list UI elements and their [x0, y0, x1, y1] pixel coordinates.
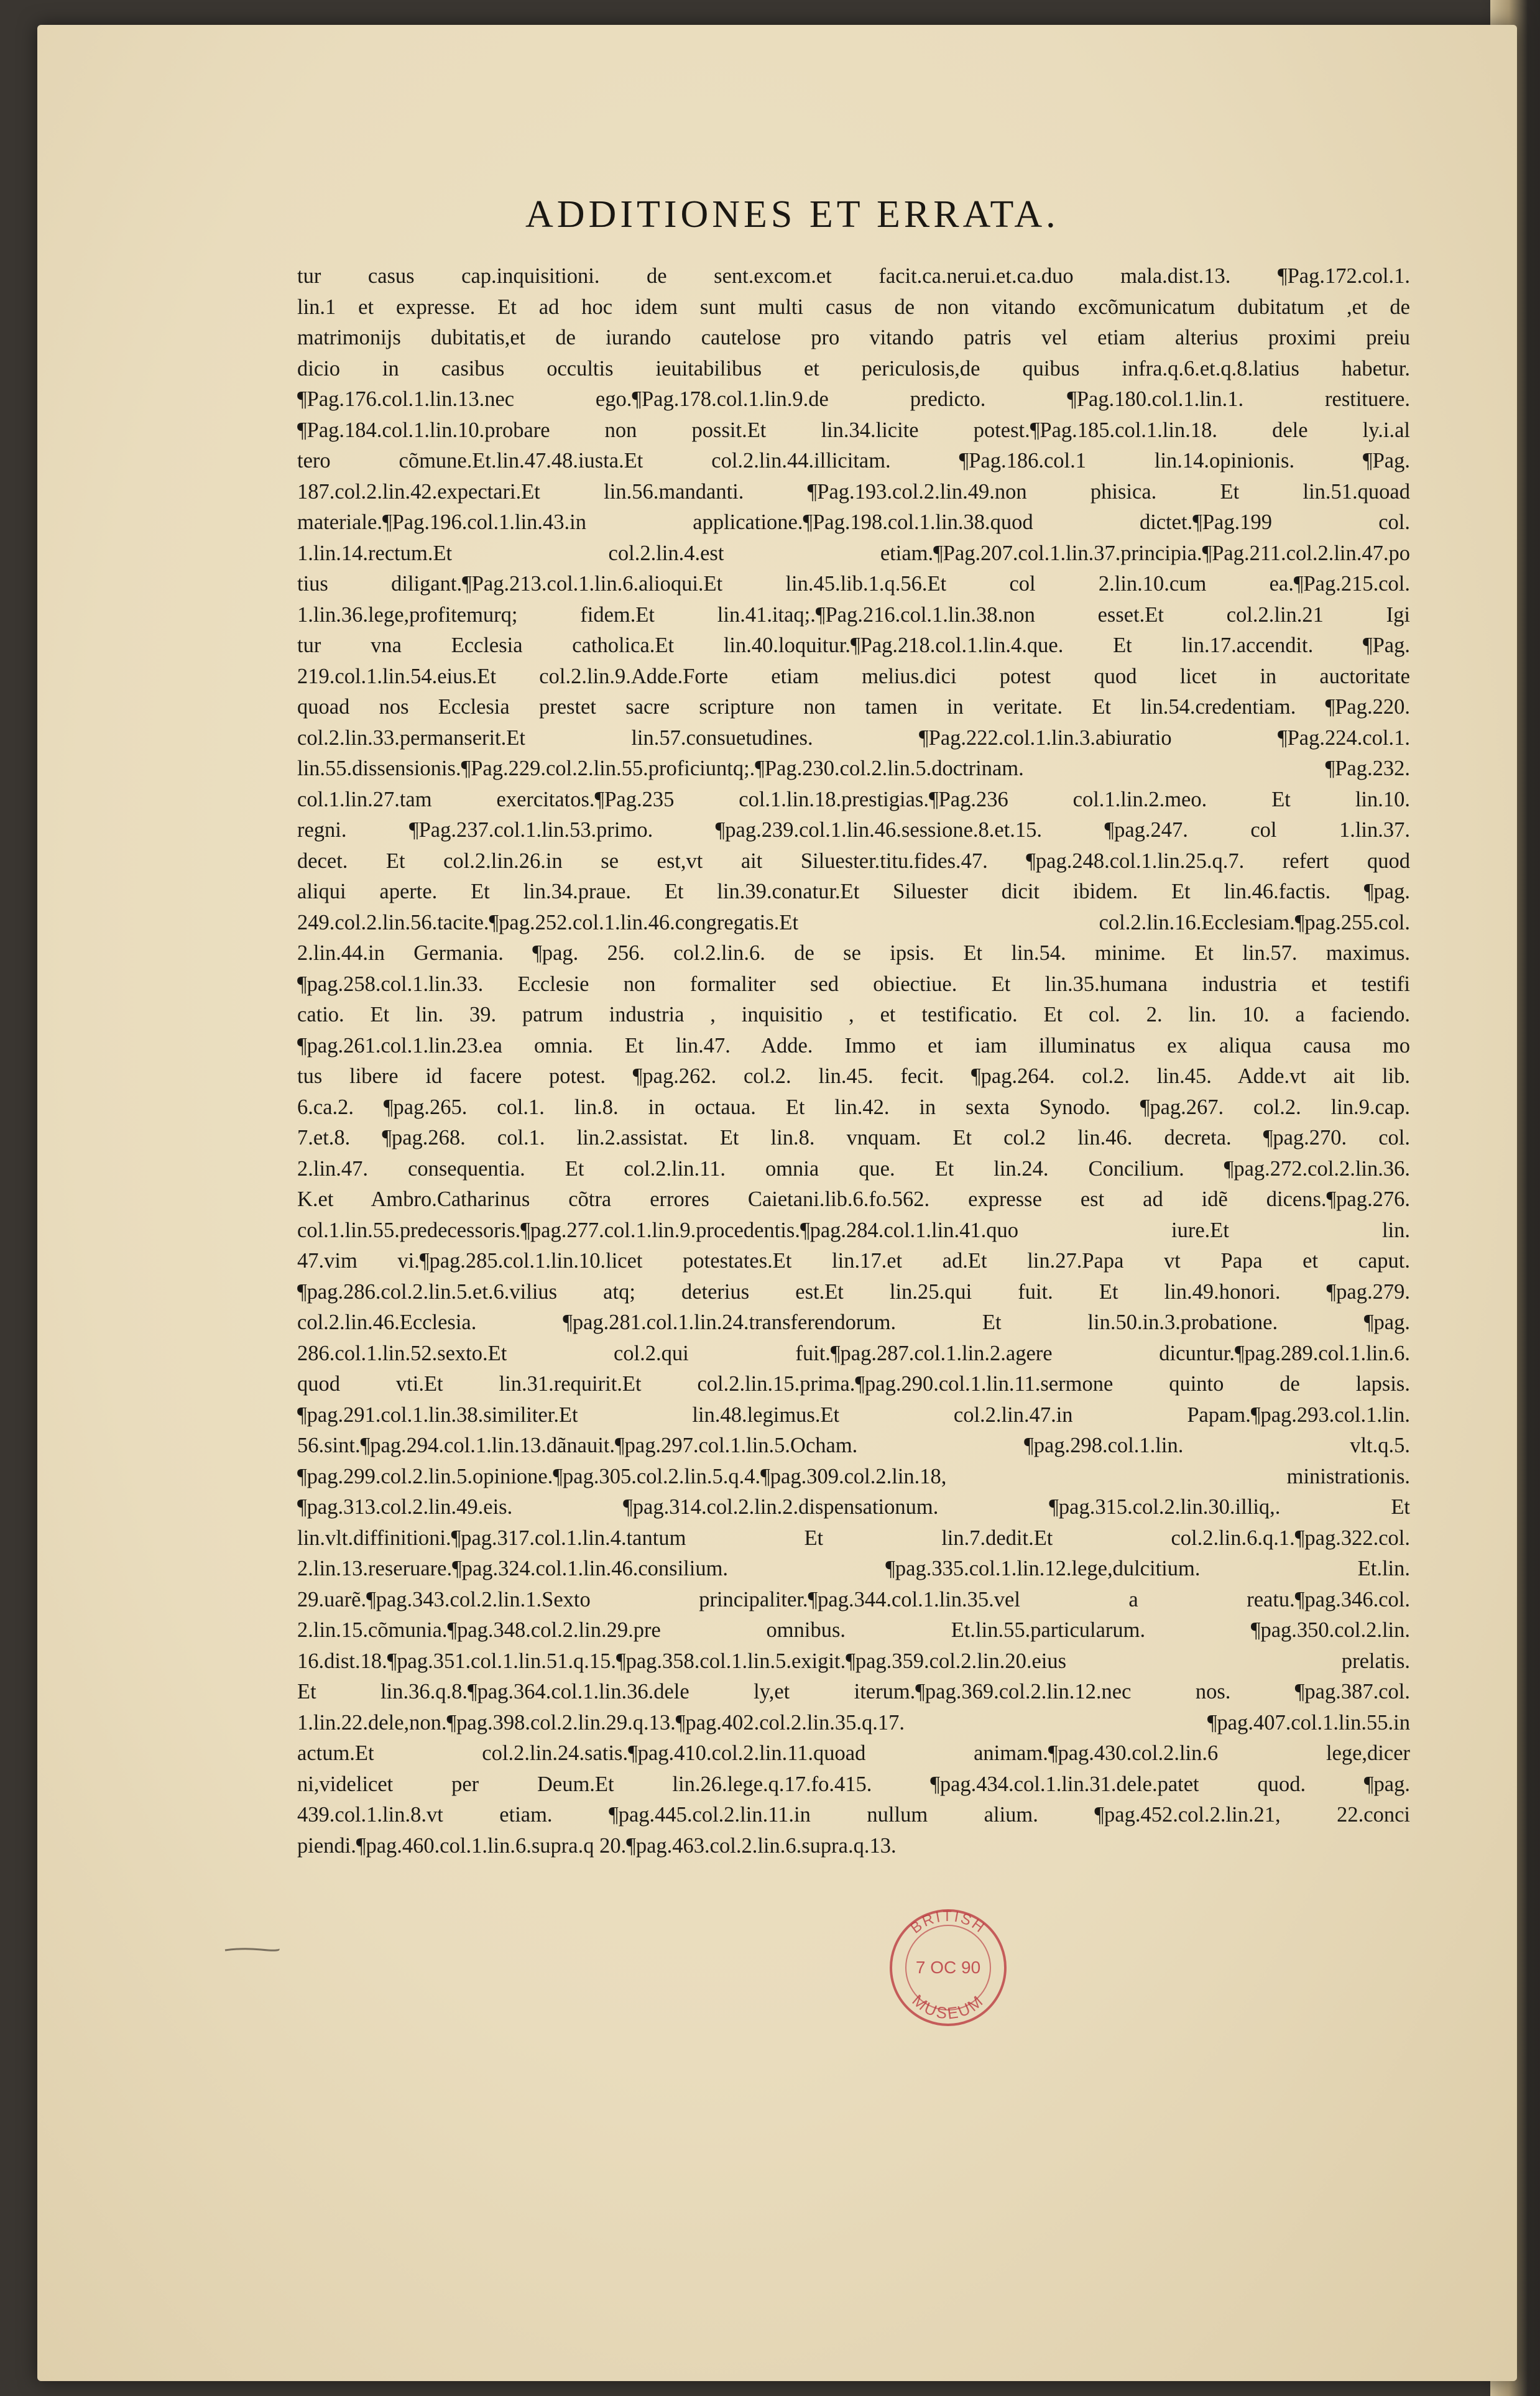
errata-text-block: [297, 261, 1410, 1861]
stamp-date: 7 OC 90: [915, 1958, 981, 1977]
text-line: 56.sint.¶pag.294.col.1.lin.13.dãnauit.¶pag.297.col.1.lin.5.Ocham. ¶pag.298.col.1.lin. vlt.q.5.: [297, 1434, 1410, 1457]
text-line: 1.lin.36.lege,profitemurq; fidem.Et lin.41.itaq;.¶Pag.216.col.1.lin.38.non esset.Et col.2.lin.21 Igi: [297, 602, 1410, 627]
text-line: 2.lin.47. consequentia. Et col.2.lin.11. omnia que. Et lin.24. Concilium. ¶pag.272.col.2.lin.36.: [297, 1156, 1410, 1181]
svg-text:BRITISH: [908, 1908, 989, 1937]
text-line: 47.vim vi.¶pag.285.col.1.lin.10.licet potestates.Et lin.17.et ad.Et lin.27.Papa vt Papa et caput.: [297, 1249, 1410, 1273]
text-line: tur casus cap.inquisitioni. de sent.excom.et facit.ca.nerui.et.ca.duo mala.dist.13. ¶Pag.172.col.1.: [297, 264, 1410, 288]
text-line: tur vna Ecclesia catholica.Et lin.40.loquitur.¶Pag.218.col.1.lin.4.que. Et lin.17.accendit. ¶Pag.: [297, 634, 1410, 657]
text-line: col.2.lin.33.permanserit.Et lin.57.consuetudines. ¶Pag.222.col.1.lin.3.abiuratio ¶Pag.224.col.1.: [297, 726, 1410, 750]
text-line: ¶pag.258.col.1.lin.33. Ecclesie non formaliter sed obiectiue. Et lin.35.humana industria et testifi: [297, 972, 1410, 996]
ink-smudge: [224, 1945, 280, 1951]
text-line: decet. Et col.2.lin.26.in se est,vt ait Siluester.titu.fides.47. ¶pag.248.col.1.lin.25.q.7. refert quod: [297, 849, 1410, 873]
text-line: 286.col.1.lin.52.sexto.Et col.2.qui fuit.¶pag.287.col.1.lin.2.agere dicuntur.¶pag.289.col.1.lin.6.: [297, 1341, 1410, 1365]
text-line: tius diligant.¶Pag.213.col.1.lin.6.alioqui.Et lin.45.lib.1.q.56.Et col 2.lin.10.cum ea.¶Pag.215.col.: [297, 572, 1410, 596]
text-line: Et lin.36.q.8.¶pag.364.col.1.lin.36.dele ly,et iterum.¶pag.369.col.2.lin.12.nec nos. ¶pag.387.col.: [297, 1680, 1410, 1703]
text-line: ¶pag.286.col.2.lin.5.et.6.vilius atq; deterius est.Et lin.25.qui fuit. Et lin.49.honori. ¶pag.279.: [297, 1279, 1410, 1304]
text-line: K.et Ambro.Catharinus cõtra errores Caietani.lib.6.fo.562. expresse est ad idẽ dicens.¶pag.276.: [297, 1187, 1410, 1211]
text-line: ¶pag.313.col.2.lin.49.eis. ¶pag.314.col.2.lin.2.dispensationum. ¶pag.315.col.2.lin.30.illiq,. Et: [297, 1495, 1410, 1519]
stamp-bottom-text: MUSEUM: [908, 1991, 988, 2023]
text-line: 29.uarẽ.¶pag.343.col.2.lin.1.Sexto principaliter.¶pag.344.col.1.lin.35.vel a reatu.¶pag.346.col.: [297, 1587, 1410, 1611]
text-line: ¶Pag.176.col.1.lin.13.nec ego.¶Pag.178.col.1.lin.9.de predicto. ¶Pag.180.col.1.lin.1. restituere.: [297, 387, 1410, 411]
text-line: col.2.lin.46.Ecclesia. ¶pag.281.col.1.lin.24.transferendorum. Et lin.50.in.3.probatione. ¶pag.: [297, 1311, 1410, 1334]
text-line: regni. ¶Pag.237.col.1.lin.53.primo. ¶pag.239.col.1.lin.46.sessione.8.et.15. ¶pag.247. col 1.lin.37.: [297, 818, 1410, 842]
page-header: ADDITIONES ET ERRATA.: [525, 193, 1059, 236]
text-line: 1.lin.22.dele,non.¶pag.398.col.2.lin.29.q.13.¶pag.402.col.2.lin.35.q.17. ¶pag.407.col.1.lin.55.in: [297, 1710, 1410, 1735]
text-line: lin.55.dissensionis.¶Pag.229.col.2.lin.55.proficiuntq;.¶Pag.230.col.2.lin.5.doctrinam. ¶Pag.232.: [297, 757, 1410, 780]
library-stamp: [883, 1902, 1013, 2033]
text-line: 249.col.2.lin.56.tacite.¶pag.252.col.1.lin.46.congregatis.Et col.2.lin.16.Ecclesiam.¶pag.255.col.: [297, 910, 1410, 934]
text-line: 2.lin.44.in Germania. ¶pag. 256. col.2.lin.6. de se ipsis. Et lin.54. minime. Et lin.57. maximus.: [297, 941, 1410, 965]
text-line: actum.Et col.2.lin.24.satis.¶pag.410.col.2.lin.11.quoad animam.¶pag.430.col.2.lin.6 lege,dicer: [297, 1741, 1410, 1765]
text-line: dicio in casibus occultis ieuitabilibus et periculosis,de quibus infra.q.6.et.q.8.latius habetur.: [297, 356, 1410, 380]
text-line: col.1.lin.55.predecessoris.¶pag.277.col.1.lin.9.procedentis.¶pag.284.col.1.lin.41.quo iure.Et lin.: [297, 1218, 1410, 1242]
text-line: ni,videlicet per Deum.Et lin.26.lege.q.17.fo.415. ¶pag.434.col.1.lin.31.dele.patet quod. ¶pag.: [297, 1772, 1410, 1796]
text-line: matrimonijs dubitatis,et de iurando cautelose pro vitando patris vel etiam alterius proximi preiu: [297, 326, 1410, 349]
text-line: col.1.lin.27.tam exercitatos.¶Pag.235 col.1.lin.18.prestigias.¶Pag.236 col.1.lin.2.meo. Et lin.10.: [297, 787, 1410, 811]
text-line: quoad nos Ecclesia prestet sacre scripture non tamen in veritate. Et lin.54.credentiam. ¶Pag.220.: [297, 695, 1410, 719]
text-line: lin.vlt.diffinitioni.¶pag.317.col.1.lin.4.tantum Et lin.7.dedit.Et col.2.lin.6.q.1.¶pag.322.col.: [297, 1526, 1410, 1550]
text-line: ¶pag.261.col.1.lin.23.ea omnia. Et lin.47. Adde. Immo et iam illuminatus ex aliqua causa mo: [297, 1033, 1410, 1057]
text-line: aliqui aperte. Et lin.34.praue. Et lin.39.conatur.Et Siluester dicit ibidem. Et lin.46.factis. ¶pag.: [297, 880, 1410, 903]
stamp-top-text: BRITISH: [907, 1908, 989, 1937]
text-line: lin.1 et expresse. Et ad hoc idem sunt multi casus de non vitando excõmunicatum dubitatum ,et de: [297, 295, 1410, 319]
text-line: materiale.¶Pag.196.col.1.lin.43.in applicatione.¶Pag.198.col.1.lin.38.quod dictet.¶Pag.199 col.: [297, 510, 1410, 534]
text-line: 6.ca.2. ¶pag.265. col.1. lin.8. in octaua. Et lin.42. in sexta Synodo. ¶pag.267. col.2. lin.9.cap.: [297, 1095, 1410, 1119]
text-line: tus libere id facere potest. ¶pag.262. col.2. lin.45. fecit. ¶pag.264. col.2. lin.45. Adde.vt ait lib.: [297, 1064, 1410, 1088]
text-line: piendi.¶pag.460.col.1.lin.6.supra.q 20.¶pag.463.col.2.lin.6.supra.q.13.: [297, 1833, 897, 1858]
text-line: 439.col.1.lin.8.vt etiam. ¶pag.445.col.2.lin.11.in nullum alium. ¶pag.452.col.2.lin.21, 22.conci: [297, 1803, 1410, 1827]
text-line: 187.col.2.lin.42.expectari.Et lin.56.mandanti. ¶Pag.193.col.2.lin.49.non phisica. Et lin.51.quoad: [297, 479, 1410, 504]
text-line: 2.lin.13.reseruare.¶pag.324.col.1.lin.46.consilium. ¶pag.335.col.1.lin.12.lege,dulcitium. Et.lin.: [297, 1557, 1410, 1580]
text-line: catio. Et lin. 39. patrum industria , inquisitio , et testificatio. Et col. 2. lin. 10. a faciendo.: [297, 1003, 1410, 1026]
text-line: ¶Pag.184.col.1.lin.10.probare non possit.Et lin.34.licite potest.¶Pag.185.col.1.lin.18. dele ly.i.al: [297, 418, 1410, 442]
text-line: ¶pag.291.col.1.lin.38.similiter.Et lin.48.legimus.Et col.2.lin.47.in Papam.¶pag.293.col.1.lin.: [297, 1403, 1410, 1427]
text-line: 2.lin.15.cõmunia.¶pag.348.col.2.lin.29.pre omnibus. Et.lin.55.particularum. ¶pag.350.col.2.lin.: [297, 1618, 1410, 1642]
text-line: 1.lin.14.rectum.Et col.2.lin.4.est etiam.¶Pag.207.col.1.lin.37.principia.¶Pag.211.col.2.lin.47.po: [297, 541, 1410, 565]
text-line: ¶pag.299.col.2.lin.5.opinione.¶pag.305.col.2.lin.5.q.4.¶pag.309.col.2.lin.18, ministrationis.: [297, 1464, 1410, 1488]
text-line: 16.dist.18.¶pag.351.col.1.lin.51.q.15.¶pag.358.col.1.lin.5.exigit.¶pag.359.col.2.lin.20.eius prelatis.: [297, 1649, 1410, 1673]
text-line: tero cõmune.Et.lin.47.48.iusta.Et col.2.lin.44.illicitam. ¶Pag.186.col.1 lin.14.opinionis. ¶Pag.: [297, 449, 1410, 472]
text-line: quod vti.Et lin.31.requirit.Et col.2.lin.15.prima.¶pag.290.col.1.lin.11.sermone quinto de lapsis.: [297, 1372, 1410, 1396]
text-line: 219.col.1.lin.54.eius.Et col.2.lin.9.Adde.Forte etiam melius.dici potest quod licet in auctoritate: [297, 664, 1410, 688]
text-line: 7.et.8. ¶pag.268. col.1. lin.2.assistat. Et lin.8. vnquam. Et col.2 lin.46. decreta. ¶pag.270. col.: [297, 1126, 1410, 1150]
